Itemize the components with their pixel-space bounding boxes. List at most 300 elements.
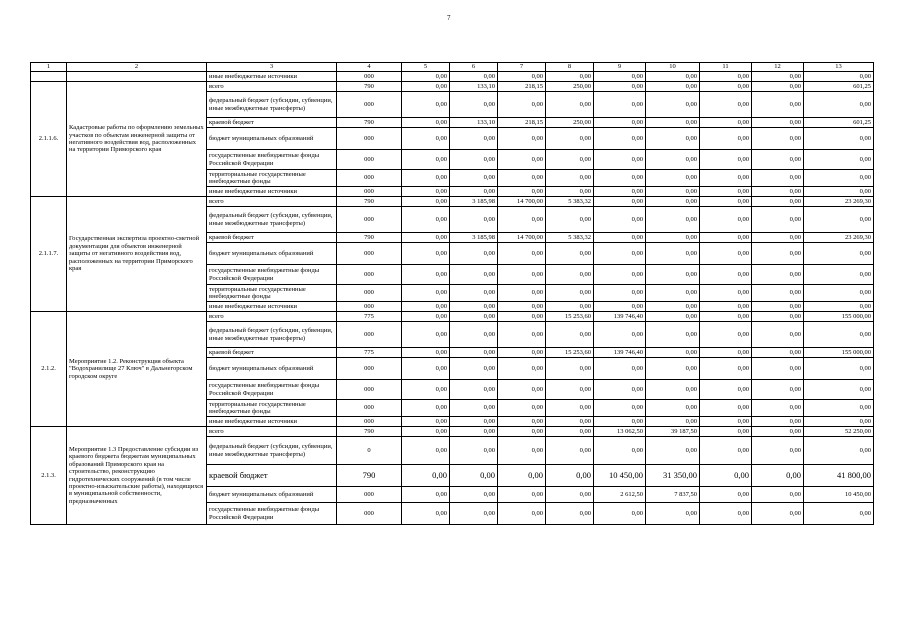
funding-source: иные внебюджетные источники (207, 302, 337, 312)
value-col-13: 23 269,30 (804, 233, 874, 243)
measure-name: Мероприятие 1.2. Реконструкция объекта "Водохранилище 27 Ключ" в Дальнегорском городском округе (67, 312, 207, 427)
budget-code: 775 (337, 348, 402, 358)
value-col-12: 0,00 (752, 92, 804, 118)
value-col-13: 0,00 (804, 170, 874, 187)
value-col-12: 0,00 (752, 348, 804, 358)
funding-source: бюджет муниципальных образований (207, 487, 337, 503)
value-col-6: 0,00 (450, 312, 498, 322)
value-col-11: 0,00 (700, 487, 752, 503)
value-col-11: 0,00 (700, 128, 752, 150)
value-col-6: 3 185,98 (450, 233, 498, 243)
value-col-10: 0,00 (646, 312, 700, 322)
funding-source: государственные внебюджетные фонды Российской Федерации (207, 380, 337, 400)
funding-source: краевой бюджет (207, 233, 337, 243)
value-col-12: 0,00 (752, 285, 804, 302)
value-col-5: 0,00 (402, 72, 450, 82)
value-col-10: 0,00 (646, 437, 700, 465)
value-col-7: 0,00 (498, 128, 546, 150)
value-col-10: 0,00 (646, 170, 700, 187)
value-col-8: 0,00 (546, 465, 594, 487)
value-col-9: 0,00 (594, 400, 646, 417)
value-col-9: 0,00 (594, 322, 646, 348)
header-col-3: 3 (207, 63, 337, 72)
value-col-8: 0,00 (546, 92, 594, 118)
value-col-9: 0,00 (594, 72, 646, 82)
value-col-12: 0,00 (752, 503, 804, 525)
measure-code: 2.1.1.7. (31, 197, 67, 312)
funding-source: территориальные государственные внебюджетные фонды (207, 400, 337, 417)
value-col-11: 0,00 (700, 380, 752, 400)
value-col-5: 0,00 (402, 92, 450, 118)
budget-code: 790 (337, 197, 402, 207)
value-col-12: 0,00 (752, 437, 804, 465)
measure-name: Мероприятие 1.3 Предоставление субсидии из краевого бюджета бюджетам муниципальных образований Приморского края на строительство, реконструкцию гидротехнических сооружений (в том числе проектно-изыскательские работы), находящихся в муниципальной собственности, предназначенных (67, 427, 207, 525)
value-col-9: 0,00 (594, 302, 646, 312)
value-col-6: 0,00 (450, 322, 498, 348)
value-col-8: 0,00 (546, 427, 594, 437)
value-col-6: 0,00 (450, 358, 498, 380)
value-col-7: 0,00 (498, 503, 546, 525)
value-col-9: 0,00 (594, 380, 646, 400)
value-col-9: 0,00 (594, 118, 646, 128)
value-col-11: 0,00 (700, 170, 752, 187)
value-col-6: 0,00 (450, 170, 498, 187)
funding-source: федеральный бюджет (субсидии, субвенции, иные межбюджетные трансферты) (207, 322, 337, 348)
value-col-9: 0,00 (594, 285, 646, 302)
value-col-12: 0,00 (752, 187, 804, 197)
funding-source: краевой бюджет (207, 348, 337, 358)
value-col-6: 0,00 (450, 487, 498, 503)
value-col-13: 0,00 (804, 322, 874, 348)
value-col-13: 0,00 (804, 243, 874, 265)
value-col-8: 250,00 (546, 118, 594, 128)
value-col-13: 0,00 (804, 207, 874, 233)
value-col-7: 0,00 (498, 348, 546, 358)
budget-code: 000 (337, 358, 402, 380)
value-col-7: 0,00 (498, 170, 546, 187)
name-cell (67, 72, 207, 82)
value-col-8: 0,00 (546, 400, 594, 417)
value-col-6: 0,00 (450, 243, 498, 265)
value-col-7: 0,00 (498, 265, 546, 285)
value-col-5: 0,00 (402, 265, 450, 285)
measure-name: Государственная экспертиза проектно-сметной документации для объектов инженерной защиты от негативного воздействия вод, расположенных на территории Приморского края (67, 197, 207, 312)
value-col-11: 0,00 (700, 197, 752, 207)
value-col-7: 0,00 (498, 380, 546, 400)
value-col-11: 0,00 (700, 285, 752, 302)
value-col-13: 23 269,30 (804, 197, 874, 207)
value-col-13: 0,00 (804, 187, 874, 197)
value-col-12: 0,00 (752, 417, 804, 427)
value-col-8: 0,00 (546, 243, 594, 265)
value-col-5: 0,00 (402, 427, 450, 437)
funding-source: всего (207, 427, 337, 437)
value-col-5: 0,00 (402, 128, 450, 150)
value-col-11: 0,00 (700, 207, 752, 233)
value-col-5: 0,00 (402, 302, 450, 312)
value-col-11: 0,00 (700, 118, 752, 128)
value-col-7: 0,00 (498, 487, 546, 503)
value-col-6: 133,10 (450, 82, 498, 92)
value-col-8: 0,00 (546, 417, 594, 427)
value-col-8: 0,00 (546, 437, 594, 465)
value-col-13: 155 000,00 (804, 312, 874, 322)
value-col-6: 0,00 (450, 72, 498, 82)
table-row (31, 82, 874, 92)
value-col-12: 0,00 (752, 233, 804, 243)
value-col-6: 0,00 (450, 503, 498, 525)
value-col-11: 0,00 (700, 150, 752, 170)
value-col-7: 0,00 (498, 92, 546, 118)
funding-source: всего (207, 197, 337, 207)
header-col-5: 5 (402, 63, 450, 72)
value-col-13: 0,00 (804, 380, 874, 400)
value-col-12: 0,00 (752, 243, 804, 265)
value-col-7: 14 700,00 (498, 233, 546, 243)
value-col-10: 31 350,00 (646, 465, 700, 487)
value-col-9: 0,00 (594, 437, 646, 465)
funding-source: иные внебюджетные источники (207, 72, 337, 82)
header-col-11: 11 (700, 63, 752, 72)
value-col-5: 0,00 (402, 400, 450, 417)
value-col-7: 0,00 (498, 417, 546, 427)
value-col-5: 0,00 (402, 465, 450, 487)
value-col-11: 0,00 (700, 72, 752, 82)
value-col-7: 0,00 (498, 312, 546, 322)
value-col-6: 0,00 (450, 348, 498, 358)
funding-source: территориальные государственные внебюджетные фонды (207, 285, 337, 302)
measure-name: Кадастровые работы по оформлению земельных участков по объектам инженерной защиты от негативного воздействия вод, расположенных на территории Приморского края (67, 82, 207, 197)
value-col-9: 0,00 (594, 265, 646, 285)
value-col-10: 0,00 (646, 358, 700, 380)
budget-code: 000 (337, 150, 402, 170)
budget-code: 790 (337, 233, 402, 243)
funding-source: федеральный бюджет (субсидии, субвенции, иные межбюджетные трансферты) (207, 437, 337, 465)
value-col-12: 0,00 (752, 118, 804, 128)
value-col-10: 0,00 (646, 118, 700, 128)
budget-code: 000 (337, 380, 402, 400)
value-col-6: 0,00 (450, 285, 498, 302)
value-col-6: 3 185,98 (450, 197, 498, 207)
value-col-9: 0,00 (594, 92, 646, 118)
value-col-5: 0,00 (402, 243, 450, 265)
value-col-12: 0,00 (752, 487, 804, 503)
value-col-9: 0,00 (594, 82, 646, 92)
value-col-8: 15 253,60 (546, 312, 594, 322)
budget-code: 000 (337, 92, 402, 118)
value-col-10: 0,00 (646, 150, 700, 170)
funding-source: всего (207, 312, 337, 322)
value-col-5: 0,00 (402, 170, 450, 187)
header-col-13: 13 (804, 63, 874, 72)
value-col-13: 0,00 (804, 285, 874, 302)
value-col-12: 0,00 (752, 128, 804, 150)
value-col-7: 218,15 (498, 82, 546, 92)
value-col-11: 0,00 (700, 358, 752, 380)
value-col-13: 0,00 (804, 417, 874, 427)
budget-code: 790 (337, 82, 402, 92)
value-col-9: 10 450,00 (594, 465, 646, 487)
value-col-7: 0,00 (498, 302, 546, 312)
value-col-11: 0,00 (700, 92, 752, 118)
value-col-8: 250,00 (546, 82, 594, 92)
header-row (31, 63, 874, 72)
value-col-6: 0,00 (450, 128, 498, 150)
budget-code: 000 (337, 128, 402, 150)
value-col-7: 0,00 (498, 243, 546, 265)
value-col-6: 0,00 (450, 437, 498, 465)
value-col-8: 15 253,60 (546, 348, 594, 358)
value-col-7: 0,00 (498, 322, 546, 348)
value-col-13: 0,00 (804, 302, 874, 312)
value-col-11: 0,00 (700, 503, 752, 525)
value-col-5: 0,00 (402, 285, 450, 302)
value-col-8: 0,00 (546, 302, 594, 312)
budget-code: 000 (337, 265, 402, 285)
value-col-12: 0,00 (752, 358, 804, 380)
value-col-10: 0,00 (646, 503, 700, 525)
value-col-5: 0,00 (402, 358, 450, 380)
funding-source: иные внебюджетные источники (207, 417, 337, 427)
value-col-8: 0,00 (546, 72, 594, 82)
value-col-7: 0,00 (498, 150, 546, 170)
value-col-8: 0,00 (546, 128, 594, 150)
value-col-7: 0,00 (498, 72, 546, 82)
value-col-5: 0,00 (402, 417, 450, 427)
table-row (31, 72, 874, 82)
header-col-10: 10 (646, 63, 700, 72)
value-col-7: 0,00 (498, 285, 546, 302)
value-col-10: 0,00 (646, 348, 700, 358)
value-col-9: 139 746,40 (594, 348, 646, 358)
budget-code: 000 (337, 487, 402, 503)
value-col-12: 0,00 (752, 170, 804, 187)
value-col-10: 0,00 (646, 187, 700, 197)
value-col-12: 0,00 (752, 207, 804, 233)
value-col-8: 0,00 (546, 380, 594, 400)
budget-code: 000 (337, 302, 402, 312)
value-col-13: 0,00 (804, 92, 874, 118)
value-col-13: 52 250,00 (804, 427, 874, 437)
funding-source: федеральный бюджет (субсидии, субвенции, иные межбюджетные трансферты) (207, 92, 337, 118)
value-col-9: 2 612,50 (594, 487, 646, 503)
header-col-4: 4 (337, 63, 402, 72)
funding-source: территориальные государственные внебюджетные фонды (207, 170, 337, 187)
value-col-6: 0,00 (450, 417, 498, 427)
funding-source: иные внебюджетные источники (207, 187, 337, 197)
budget-code: 0 (337, 437, 402, 465)
value-col-10: 0,00 (646, 128, 700, 150)
value-col-13: 0,00 (804, 503, 874, 525)
funding-source: краевой бюджет (207, 118, 337, 128)
value-col-13: 0,00 (804, 128, 874, 150)
funding-source: государственные внебюджетные фонды Российской Федерации (207, 503, 337, 525)
value-col-11: 0,00 (700, 243, 752, 265)
value-col-13: 0,00 (804, 150, 874, 170)
value-col-6: 0,00 (450, 400, 498, 417)
funding-source: всего (207, 82, 337, 92)
value-col-11: 0,00 (700, 322, 752, 348)
value-col-10: 0,00 (646, 207, 700, 233)
value-col-9: 0,00 (594, 170, 646, 187)
code-cell (31, 72, 67, 82)
value-col-13: 41 800,00 (804, 465, 874, 487)
value-col-11: 0,00 (700, 312, 752, 322)
value-col-11: 0,00 (700, 233, 752, 243)
value-col-8: 0,00 (546, 265, 594, 285)
value-col-5: 0,00 (402, 348, 450, 358)
value-col-11: 0,00 (700, 437, 752, 465)
table-header (31, 63, 874, 72)
value-col-13: 0,00 (804, 72, 874, 82)
value-col-12: 0,00 (752, 400, 804, 417)
value-col-7: 0,00 (498, 400, 546, 417)
value-col-9: 139 746,40 (594, 312, 646, 322)
value-col-5: 0,00 (402, 150, 450, 170)
budget-code: 000 (337, 417, 402, 427)
header-col-12: 12 (752, 63, 804, 72)
value-col-12: 0,00 (752, 72, 804, 82)
value-col-11: 0,00 (700, 427, 752, 437)
value-col-9: 13 062,50 (594, 427, 646, 437)
value-col-12: 0,00 (752, 82, 804, 92)
value-col-10: 0,00 (646, 322, 700, 348)
budget-code: 790 (337, 427, 402, 437)
funding-source: государственные внебюджетные фонды Российской Федерации (207, 150, 337, 170)
value-col-10: 0,00 (646, 92, 700, 118)
budget-code: 790 (337, 465, 402, 487)
value-col-9: 0,00 (594, 128, 646, 150)
value-col-7: 218,15 (498, 118, 546, 128)
value-col-8: 0,00 (546, 170, 594, 187)
value-col-5: 0,00 (402, 207, 450, 233)
value-col-12: 0,00 (752, 322, 804, 348)
value-col-12: 0,00 (752, 302, 804, 312)
funding-source: государственные внебюджетные фонды Российской Федерации (207, 265, 337, 285)
value-col-13: 10 450,00 (804, 487, 874, 503)
budget-code: 000 (337, 400, 402, 417)
table-body (31, 72, 874, 525)
value-col-13: 601,25 (804, 82, 874, 92)
value-col-7: 14 700,00 (498, 197, 546, 207)
value-col-6: 0,00 (450, 92, 498, 118)
value-col-7: 0,00 (498, 187, 546, 197)
measure-code: 2.1.2. (31, 312, 67, 427)
value-col-8: 0,00 (546, 285, 594, 302)
value-col-6: 0,00 (450, 427, 498, 437)
value-col-10: 0,00 (646, 380, 700, 400)
value-col-8: 0,00 (546, 358, 594, 380)
value-col-13: 155 000,00 (804, 348, 874, 358)
value-col-13: 601,25 (804, 118, 874, 128)
value-col-13: 0,00 (804, 358, 874, 380)
value-col-8: 0,00 (546, 503, 594, 525)
value-col-11: 0,00 (700, 302, 752, 312)
value-col-7: 0,00 (498, 207, 546, 233)
value-col-10: 0,00 (646, 265, 700, 285)
value-col-9: 0,00 (594, 358, 646, 380)
value-col-9: 0,00 (594, 187, 646, 197)
value-col-10: 0,00 (646, 302, 700, 312)
table-row (31, 312, 874, 322)
budget-code: 000 (337, 72, 402, 82)
value-col-5: 0,00 (402, 187, 450, 197)
table-row (31, 427, 874, 437)
value-col-10: 0,00 (646, 417, 700, 427)
value-col-12: 0,00 (752, 265, 804, 285)
value-col-6: 0,00 (450, 380, 498, 400)
header-col-7: 7 (498, 63, 546, 72)
header-col-6: 6 (450, 63, 498, 72)
funding-source: федеральный бюджет (субсидии, субвенции, иные межбюджетные трансферты) (207, 207, 337, 233)
header-col-2: 2 (67, 63, 207, 72)
value-col-11: 0,00 (700, 417, 752, 427)
value-col-8: 0,00 (546, 187, 594, 197)
budget-code: 000 (337, 503, 402, 525)
budget-code: 000 (337, 285, 402, 302)
value-col-8: 0,00 (546, 150, 594, 170)
value-col-9: 0,00 (594, 150, 646, 170)
value-col-6: 0,00 (450, 265, 498, 285)
value-col-11: 0,00 (700, 82, 752, 92)
value-col-11: 0,00 (700, 465, 752, 487)
value-col-11: 0,00 (700, 187, 752, 197)
value-col-5: 0,00 (402, 233, 450, 243)
value-col-9: 0,00 (594, 233, 646, 243)
funding-source: бюджет муниципальных образований (207, 358, 337, 380)
budget-code: 000 (337, 207, 402, 233)
value-col-10: 39 187,50 (646, 427, 700, 437)
value-col-6: 0,00 (450, 187, 498, 197)
value-col-6: 0,00 (450, 150, 498, 170)
value-col-10: 0,00 (646, 243, 700, 265)
value-col-10: 0,00 (646, 400, 700, 417)
funding-source: краевой бюджет (207, 465, 337, 487)
value-col-10: 0,00 (646, 233, 700, 243)
value-col-9: 0,00 (594, 243, 646, 265)
value-col-8: 0,00 (546, 487, 594, 503)
value-col-11: 0,00 (700, 265, 752, 285)
value-col-5: 0,00 (402, 503, 450, 525)
value-col-10: 0,00 (646, 72, 700, 82)
value-col-7: 0,00 (498, 465, 546, 487)
value-col-5: 0,00 (402, 312, 450, 322)
value-col-10: 0,00 (646, 82, 700, 92)
value-col-5: 0,00 (402, 322, 450, 348)
value-col-12: 0,00 (752, 197, 804, 207)
value-col-6: 133,10 (450, 118, 498, 128)
header-col-9: 9 (594, 63, 646, 72)
value-col-5: 0,00 (402, 437, 450, 465)
value-col-12: 0,00 (752, 465, 804, 487)
value-col-10: 0,00 (646, 285, 700, 302)
table-row (31, 197, 874, 207)
value-col-9: 0,00 (594, 197, 646, 207)
value-col-12: 0,00 (752, 427, 804, 437)
budget-code: 790 (337, 118, 402, 128)
value-col-8: 0,00 (546, 207, 594, 233)
value-col-12: 0,00 (752, 150, 804, 170)
measure-code: 2.1.1.6. (31, 82, 67, 197)
budget-code: 000 (337, 170, 402, 187)
value-col-6: 0,00 (450, 465, 498, 487)
value-col-12: 0,00 (752, 312, 804, 322)
value-col-9: 0,00 (594, 207, 646, 233)
value-col-13: 0,00 (804, 265, 874, 285)
budget-code: 000 (337, 187, 402, 197)
value-col-9: 0,00 (594, 417, 646, 427)
value-col-6: 0,00 (450, 302, 498, 312)
